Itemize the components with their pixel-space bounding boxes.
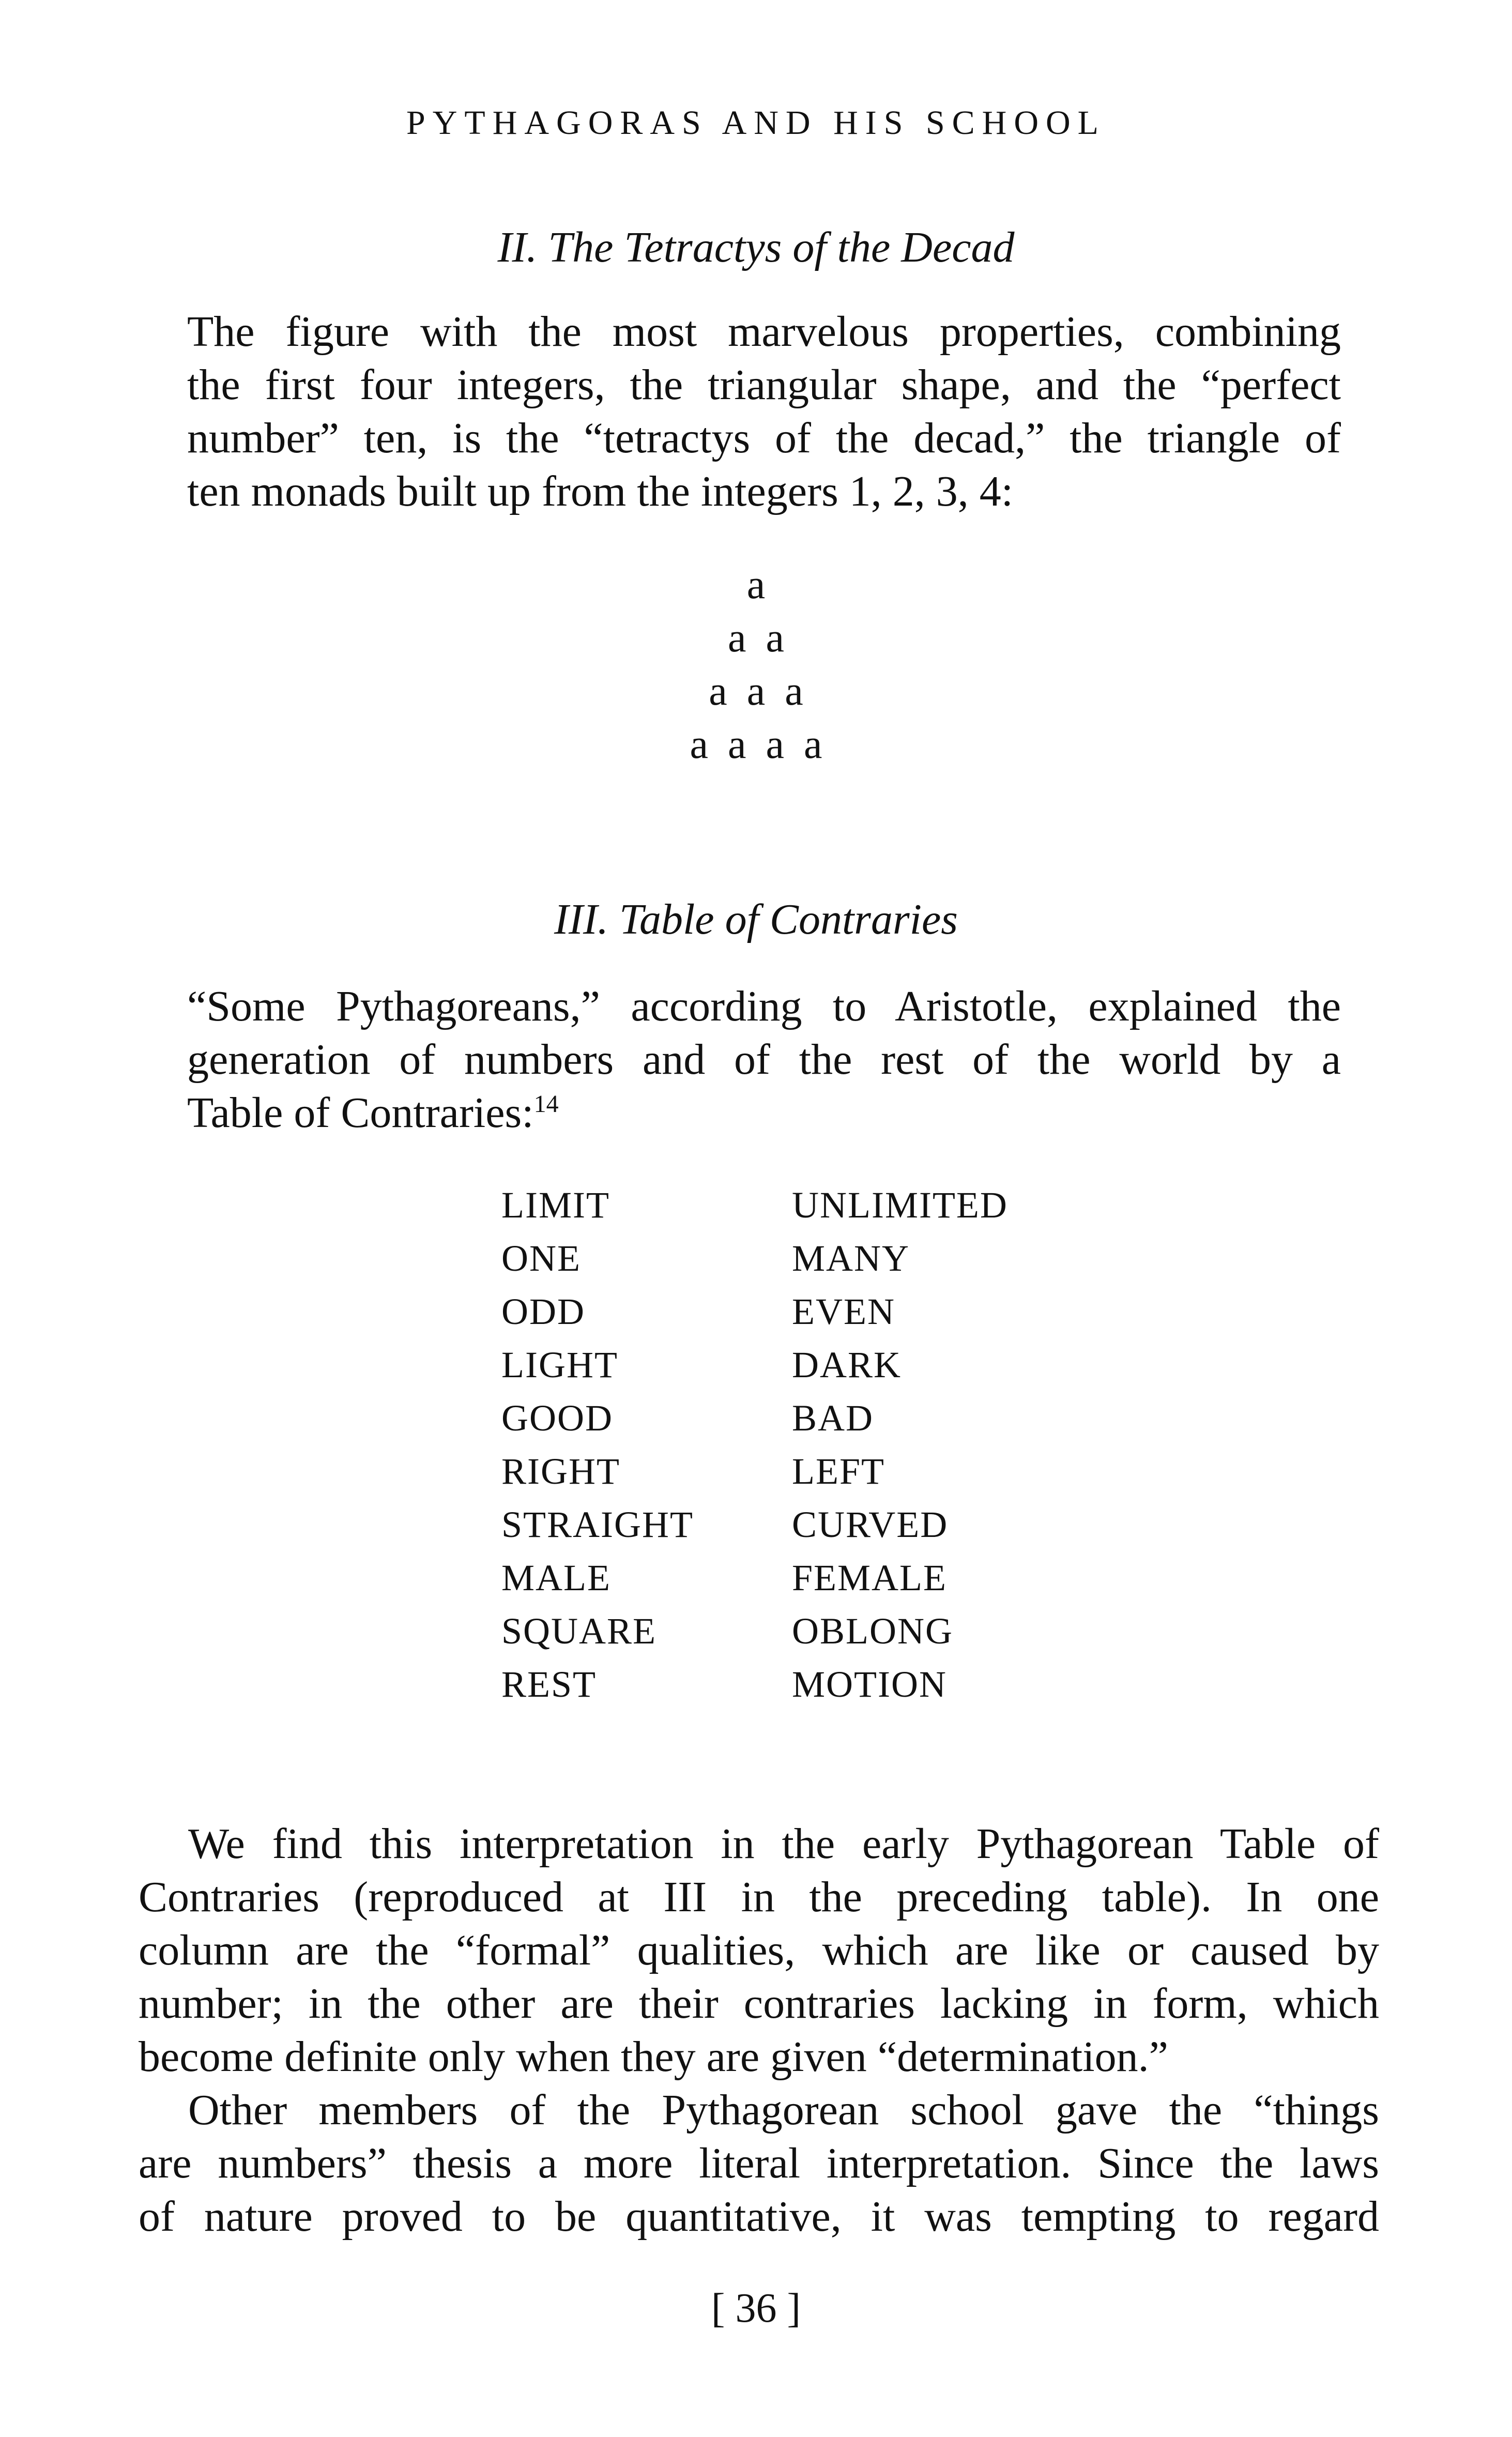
table-row (501, 1551, 1008, 1605)
tetractys-row: a a a (709, 668, 803, 714)
paragraph-line: the first four integers, the triangular shape, and the “perfect (187, 361, 1341, 409)
table-row (501, 1658, 1008, 1711)
section-ii-title: II. The Tetractys of the Decad (497, 223, 1015, 271)
page-number: [ 36 ] (711, 2286, 801, 2331)
paragraph-line-text: Table of Contraries: (187, 1089, 534, 1137)
section-iii-paragraph (187, 980, 1341, 1139)
body-paragraph-2 (139, 2083, 1379, 2243)
paragraph-line: Contraries (reproduced at III in the preceding table). In one (139, 1873, 1379, 1921)
table-of-contraries (501, 1179, 1008, 1711)
contrary-formal: REST (501, 1664, 597, 1705)
contrary-opposite: MOTION (792, 1664, 947, 1705)
paragraph-line: become definite only when they are given “determination.” (139, 2033, 1168, 2081)
contrary-formal: STRAIGHT (501, 1504, 694, 1545)
table-row (501, 1232, 1008, 1285)
contrary-opposite: MANY (792, 1238, 910, 1279)
body-paragraph-1 (139, 1817, 1379, 2083)
contrary-formal: LIGHT (501, 1344, 618, 1385)
paragraph-line: column are the “formal” qualities, which are like or caused by (139, 1926, 1379, 1974)
tetractys-row: a (746, 562, 766, 607)
paragraph-line: The figure with the most marvelous properties, combining (187, 308, 1341, 356)
paragraph-line: “Some Pythagoreans,” according to Aristotle, explained the (187, 982, 1341, 1030)
paragraph-line: are numbers” thesis a more literal interpretation. Since the laws (139, 2139, 1379, 2187)
contrary-opposite: LEFT (792, 1451, 885, 1492)
paragraph-line: We find this interpretation in the early Pythagorean Table of (188, 1820, 1379, 1868)
section-ii-paragraph (187, 305, 1341, 518)
paragraph-line: number” ten, is the “tetractys of the decad,” the triangle of (187, 414, 1341, 462)
contrary-formal: MALE (501, 1557, 611, 1598)
contrary-formal: ONE (501, 1238, 581, 1279)
table-row (501, 1392, 1008, 1445)
contrary-formal: SQUARE (501, 1610, 657, 1652)
contrary-formal: LIMIT (501, 1184, 610, 1226)
paragraph-line (187, 1086, 1341, 1139)
table-row (501, 1605, 1008, 1658)
paragraph-line: generation of numbers and of the rest of the world by a (187, 1035, 1341, 1084)
tetractys-row: a a a a (690, 722, 822, 767)
contrary-opposite: DARK (792, 1344, 902, 1385)
contrary-formal: RIGHT (501, 1451, 620, 1492)
contrary-opposite: UNLIMITED (792, 1184, 1008, 1226)
contrary-opposite: CURVED (792, 1504, 949, 1545)
contrary-opposite: FEMALE (792, 1557, 947, 1598)
paragraph-line: ten monads built up from the integers 1, 2, 3, 4: (187, 467, 1014, 515)
footnote-reference[interactable]: 14 (533, 1090, 559, 1118)
contrary-formal: GOOD (501, 1397, 613, 1439)
contrary-opposite: EVEN (792, 1291, 895, 1332)
table-row (501, 1498, 1008, 1551)
table-row (501, 1179, 1008, 1232)
paragraph-line: number; in the other are their contraries lacking in form, which (139, 1979, 1379, 2028)
contrary-formal: ODD (501, 1291, 585, 1332)
section-iii-title: III. Table of Contraries (554, 895, 958, 943)
tetractys-row: a a (727, 615, 784, 661)
table-row (501, 1445, 1008, 1498)
table-row (501, 1285, 1008, 1338)
paragraph-line: Other members of the Pythagorean school gave the “things (188, 2086, 1379, 2134)
contrary-opposite: BAD (792, 1397, 874, 1439)
paragraph-line: of nature proved to be quantitative, it was tempting to regard (139, 2192, 1379, 2241)
running-head: PYTHAGORAS AND HIS SCHOOL (406, 104, 1106, 142)
contrary-opposite: OBLONG (792, 1610, 953, 1652)
tetractys-figure (0, 558, 1512, 771)
table-row (501, 1338, 1008, 1392)
